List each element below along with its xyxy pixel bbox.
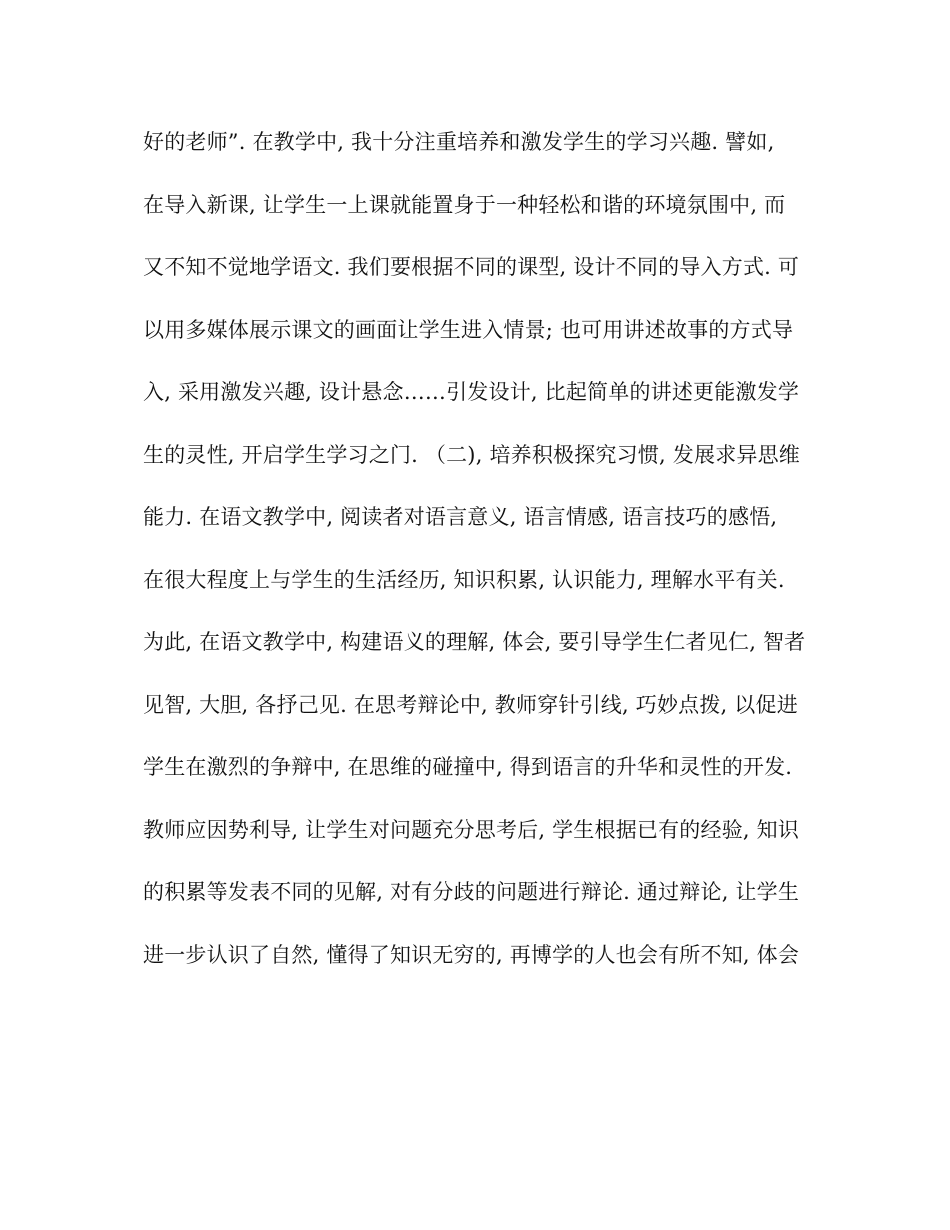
- text-line: 教师应因势利导, 让学生对问题充分思考后, 学生根据已有的经验, 知识: [143, 817, 800, 842]
- text-line: 以用多媒体展示课文的画面让学生进入情景; 也可用讲述故事的方式导: [143, 317, 794, 342]
- text-line: 在导入新课, 让学生一上课就能置身于一种轻松和谐的环境氛围中, 而: [143, 192, 786, 217]
- text-line: 又不知不觉地学语文. 我们要根据不同的课型, 设计不同的导入方式. 可: [143, 255, 800, 279]
- text-line: 进一步认识了自然, 懂得了知识无穷的, 再博学的人也会有所不知, 体会: [143, 942, 800, 967]
- text-line: 在很大程度上与学生的生活经历, 知识积累, 认识能力, 理解水平有关.: [143, 567, 785, 592]
- text-line: 入, 采用激发兴趣, 设计悬念……引发设计, 比起简单的讲述更能激发学: [143, 380, 800, 404]
- text-line: 为此, 在语文教学中, 构建语义的理解, 体会, 要引导学生仁者见仁, 智者: [143, 630, 806, 654]
- text-line: 见智, 大胆, 各抒己见. 在思考辩论中, 教师穿针引线, 巧妙点拨, 以促进: [143, 692, 798, 717]
- text-line: 的积累等发表不同的见解, 对有分歧的问题进行辩论. 通过辩论, 让学生: [143, 880, 800, 904]
- text-line: 好的老师”. 在教学中, 我十分注重培养和激发学生的学习兴趣. 譬如,: [143, 130, 775, 154]
- text-line: 能力. 在语文教学中, 阅读者对语言意义, 语言情感, 语言技巧的感悟,: [143, 505, 778, 529]
- body-text: [143, 122, 823, 997]
- text-line: 生的灵性, 开启学生学习之门. （二), 培养积极探究习惯, 发展求异思维: [143, 442, 800, 467]
- text-line: 学生在激烈的争辩中, 在思维的碰撞中, 得到语言的升华和灵性的开发.: [143, 755, 793, 779]
